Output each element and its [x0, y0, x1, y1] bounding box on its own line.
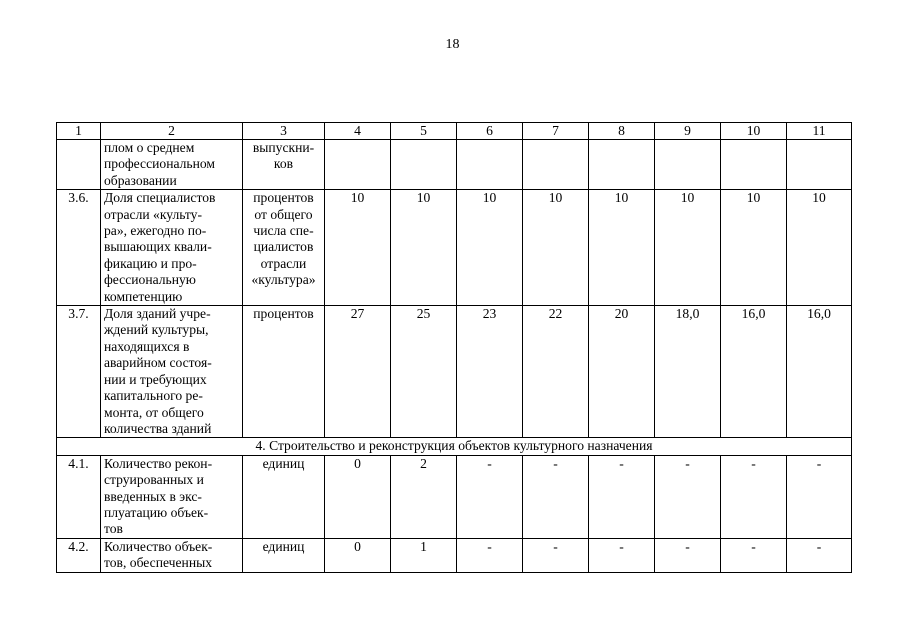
value-cell: [523, 140, 589, 190]
value-cell: -: [457, 538, 523, 572]
row-number: [57, 140, 101, 190]
value-cell: 10: [523, 190, 589, 306]
column-number: 1: [57, 123, 101, 140]
indicator-name: [101, 140, 243, 190]
value-cell: -: [721, 538, 787, 572]
column-number: 4: [325, 123, 391, 140]
value-cell: -: [523, 538, 589, 572]
value-cell: 10: [721, 190, 787, 306]
column-number: 8: [589, 123, 655, 140]
value-cell: 1: [391, 538, 457, 572]
text-line: процентов: [253, 306, 314, 322]
indicators-table: [56, 122, 852, 573]
text-line: циалистов: [253, 239, 314, 255]
value-cell: -: [589, 538, 655, 572]
value-cell: 2: [391, 455, 457, 538]
table-row: [57, 538, 852, 572]
text-line: ра», ежегодно по-: [104, 223, 207, 239]
text-line: количества зданий: [104, 420, 212, 436]
text-line: компетенцию: [104, 288, 183, 304]
value-cell: 16,0: [721, 306, 787, 438]
text-line: единиц: [262, 538, 305, 554]
text-line: монта, от общего: [104, 404, 204, 420]
text-line: отрасли «культу-: [104, 206, 203, 222]
column-number: 6: [457, 123, 523, 140]
value-cell: -: [457, 455, 523, 538]
text-line: профессиональном: [104, 156, 216, 172]
text-line: образовании: [104, 172, 177, 188]
row-number: 4.1.: [57, 455, 101, 538]
value-cell: [457, 140, 523, 190]
value-cell: 0: [325, 455, 391, 538]
unit-of-measure: [243, 140, 325, 190]
value-cell: 10: [391, 190, 457, 306]
column-number-row: [57, 123, 852, 140]
value-cell: [787, 140, 852, 190]
text-line: Количество рекон-: [104, 455, 213, 471]
text-line: фикацию и про-: [104, 255, 197, 271]
text-line: аварийном состоя-: [104, 355, 212, 371]
table-row: [57, 190, 852, 306]
text-line: капитального ре-: [104, 388, 203, 404]
text-line: числа спе-: [253, 223, 314, 239]
text-line: отрасли: [260, 255, 307, 271]
column-number: 2: [101, 123, 243, 140]
value-cell: 20: [589, 306, 655, 438]
text-line: тов: [104, 521, 123, 537]
value-cell: 18,0: [655, 306, 721, 438]
value-cell: -: [655, 538, 721, 572]
text-line: от общего: [254, 206, 313, 222]
value-cell: 22: [523, 306, 589, 438]
column-number: 3: [243, 123, 325, 140]
text-line: единиц: [262, 455, 305, 471]
unit-of-measure: [243, 306, 325, 438]
unit-of-measure: [243, 455, 325, 538]
value-cell: [391, 140, 457, 190]
text-line: тов, обеспеченных: [104, 555, 213, 571]
text-line: «культура»: [251, 272, 316, 288]
value-cell: [589, 140, 655, 190]
column-number: 5: [391, 123, 457, 140]
text-line: Доля зданий учре-: [104, 306, 211, 322]
column-number: 11: [787, 123, 852, 140]
table-row: [57, 140, 852, 190]
text-line: Количество объек-: [104, 538, 213, 554]
row-number: 3.6.: [57, 190, 101, 306]
value-cell: 25: [391, 306, 457, 438]
text-line: вышающих квали-: [104, 239, 212, 255]
value-cell: -: [523, 455, 589, 538]
column-number: 9: [655, 123, 721, 140]
text-line: выпускни-: [252, 140, 315, 155]
unit-of-measure: [243, 190, 325, 306]
text-line: фессиональную: [104, 272, 196, 288]
section-title: 4. Строительство и реконструкция объектов культурного назначения: [57, 438, 852, 455]
page-number: 18: [445, 37, 460, 52]
text-line: введенных в экс-: [104, 488, 202, 504]
text-line: Доля специалистов: [104, 190, 216, 206]
text-line: ждений культуры,: [104, 322, 209, 338]
column-number: 7: [523, 123, 589, 140]
value-cell: 23: [457, 306, 523, 438]
text-line: нии и требующих: [104, 371, 207, 387]
value-cell: 10: [655, 190, 721, 306]
text-line: струированных и: [104, 472, 204, 488]
value-cell: -: [589, 455, 655, 538]
table-row: [57, 455, 852, 538]
value-cell: [721, 140, 787, 190]
value-cell: 10: [787, 190, 852, 306]
column-number: 10: [721, 123, 787, 140]
value-cell: 0: [325, 538, 391, 572]
value-cell: -: [787, 455, 852, 538]
text-line: процентов: [253, 190, 314, 206]
text-line: ков: [273, 156, 294, 172]
row-number: 4.2.: [57, 538, 101, 572]
value-cell: 10: [325, 190, 391, 306]
value-cell: -: [655, 455, 721, 538]
indicator-name: [101, 306, 243, 438]
value-cell: 16,0: [787, 306, 852, 438]
row-number: 3.7.: [57, 306, 101, 438]
value-cell: -: [721, 455, 787, 538]
section-row: [57, 438, 852, 455]
value-cell: -: [787, 538, 852, 572]
table-row: [57, 306, 852, 438]
unit-of-measure: [243, 538, 325, 572]
text-line: плом о среднем: [104, 140, 195, 155]
value-cell: 27: [325, 306, 391, 438]
text-line: находящихся в: [104, 338, 190, 354]
value-cell: 10: [589, 190, 655, 306]
value-cell: [655, 140, 721, 190]
indicator-name: [101, 538, 243, 572]
indicator-name: [101, 190, 243, 306]
text-line: плуатацию объек-: [104, 504, 209, 520]
indicator-name: [101, 455, 243, 538]
value-cell: 10: [457, 190, 523, 306]
value-cell: [325, 140, 391, 190]
